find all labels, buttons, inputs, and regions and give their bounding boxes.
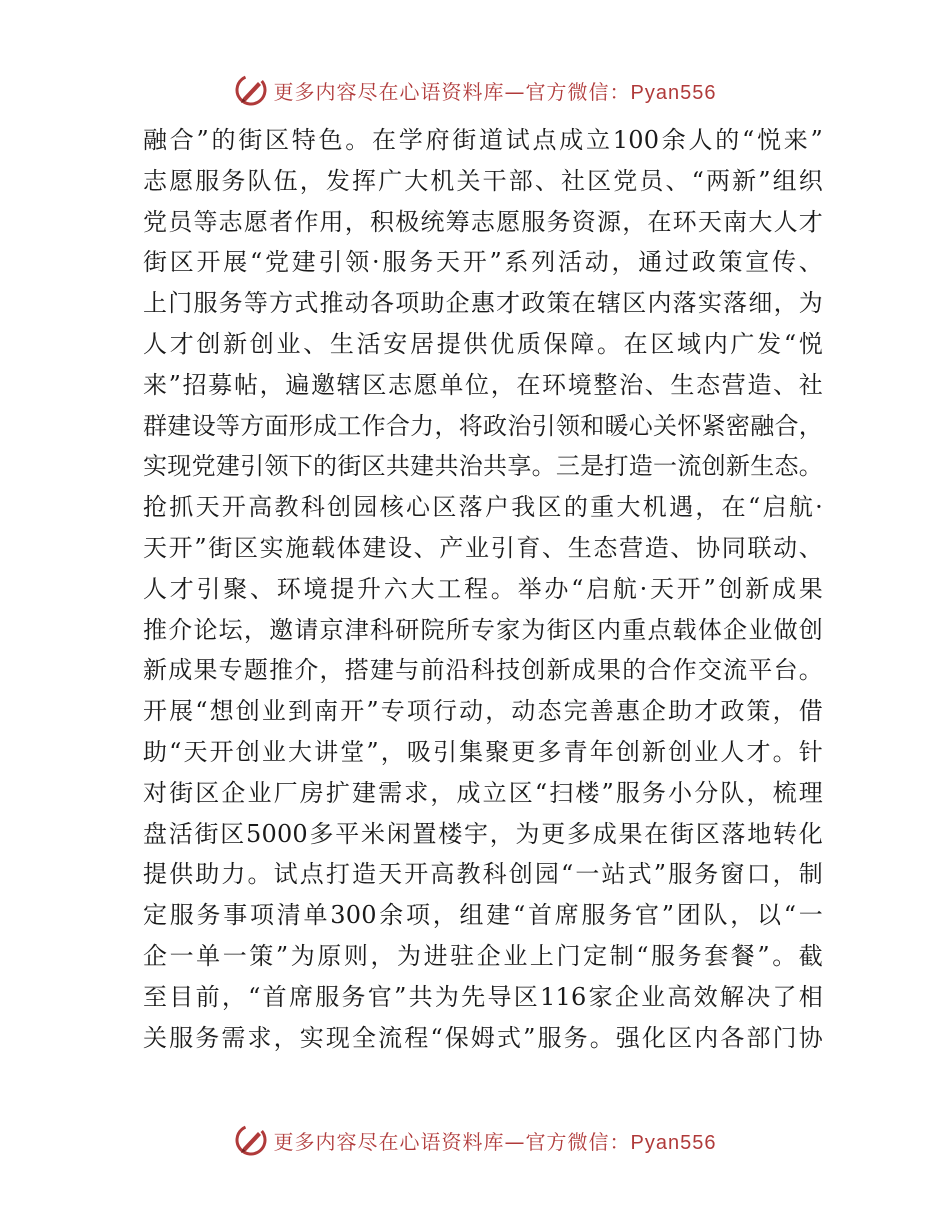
text-line: 对街区企业厂房扩建需求，成立区“扫楼”服务小分队，梳理 — [143, 778, 823, 807]
watermark-header — [0, 70, 950, 110]
text-line: 人才引聚、环境提升六大工程。举办“启航·天开”创新成果 — [143, 574, 823, 603]
watermark-wechat-id: Pyan556 — [630, 81, 717, 104]
text-line: 开展“想创业到南开”专项行动，动态完善惠企助才政策，借 — [143, 697, 823, 726]
text-line: 街区开展“党建引领·服务天开”系列活动，通过政策宣传、 — [143, 248, 823, 277]
text-line: 天开”街区实施载体建设、产业引育、生态营造、协同联动、 — [143, 533, 823, 562]
watermark-label: 更多内容尽在心语资料库—官方微信： — [273, 1129, 631, 1154]
watermark-wechat-id: Pyan556 — [630, 1131, 717, 1154]
text-line: 党员等志愿者作用，积极统筹志愿服务资源，在环天南大人才 — [143, 207, 823, 236]
text-line: 推介论坛，邀请京津科研院所专家为街区内重点载体企业做创 — [143, 615, 823, 644]
text-line: 助“天开创业大讲堂”，吸引集聚更多青年创新创业人才。针 — [143, 737, 823, 766]
watermark-text — [274, 76, 717, 105]
text-line: 融合”的街区特色。在学府街道试点成立100余人的“悦来” — [143, 126, 823, 154]
text-line: 群建设等方面形成工作合力，将政治引领和暖心关怀紧密融合， — [143, 411, 823, 440]
watermark-logo-icon — [234, 73, 268, 107]
watermark-text — [274, 1126, 717, 1155]
text-line: 提供助力。试点打造天开高教科创园“一站式”服务窗口，制 — [143, 860, 823, 889]
text-line: 至目前，“首席服务官”共为先导区116家企业高效解决了相 — [143, 982, 823, 1011]
text-line: 新成果专题推介，搭建与前沿科技创新成果的合作交流平台。 — [143, 656, 823, 685]
text-line: 抢抓天开高教科创园核心区落户我区的重大机遇，在“启航· — [143, 493, 823, 522]
text-line: 志愿服务队伍，发挥广大机关干部、社区党员、“两新”组织 — [143, 166, 823, 195]
watermark-logo-icon — [234, 1123, 268, 1157]
text-line: 盘活街区5000多平米闲置楼宇，为更多成果在街区落地转化 — [143, 819, 823, 848]
text-line: 实现党建引领下的街区共建共治共享。三是打造一流创新生态。 — [143, 452, 823, 481]
text-line: 人才创新创业、生活安居提供优质保障。在区域内广发“悦 — [143, 329, 823, 358]
text-line: 企一单一策”为原则，为进驻企业上门定制“服务套餐”。截 — [143, 941, 823, 970]
text-line: 来”招募帖，遍邀辖区志愿单位，在环境整治、生态营造、社 — [143, 370, 823, 399]
watermark-label: 更多内容尽在心语资料库—官方微信： — [273, 79, 631, 104]
text-line: 上门服务等方式推动各项助企惠才政策在辖区内落实落细，为 — [143, 289, 823, 318]
text-line: 关服务需求，实现全流程“保姆式”服务。强化区内各部门协 — [143, 1023, 823, 1052]
watermark-footer — [0, 1120, 950, 1160]
document-body — [143, 120, 823, 1058]
text-line: 定服务事项清单300余项，组建“首席服务官”团队，以“一 — [143, 901, 823, 930]
